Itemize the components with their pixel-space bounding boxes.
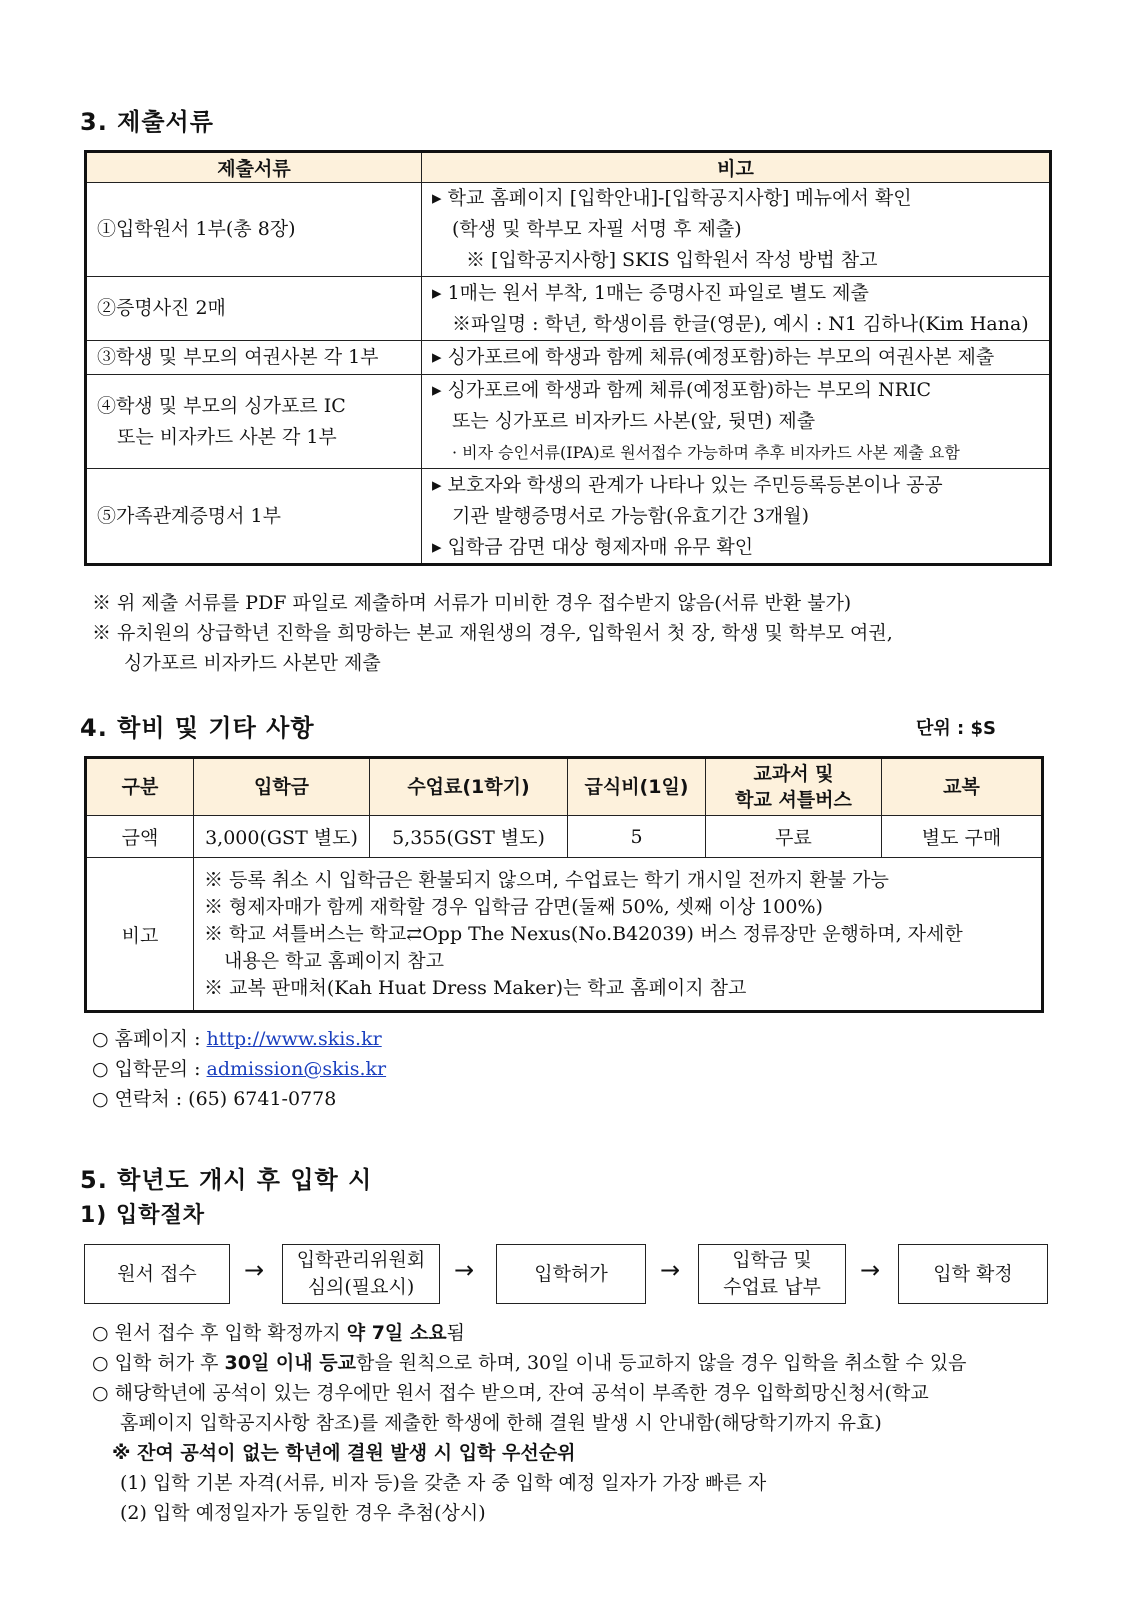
contact-phone: ○ 연락처 : (65) 6741-0778 [92,1088,337,1110]
header-meal: 급식비(1일) [568,758,706,816]
doc-cell: ⑤가족관계증명서 1부 [86,469,422,565]
info-attendance-rule: ○ 입학 허가 후 30일 이내 등교함을 원칙으로 하며, 30일 이내 등교하지 않을 경우 입학을 취소할 수 있음 [92,1352,967,1374]
doc-cell: ③학생 및 부모의 여권사본 각 1부 [86,341,422,375]
header-uniform: 교복 [882,758,1043,816]
header-admission-fee: 입학금 [194,758,370,816]
table-header-row [86,152,1051,183]
remarks-label: 비고 [86,858,194,1012]
remarks-cell: ▸ 학교 홈페이지 [입학안내]-[입학공지사항] 메뉴에서 확인 (학생 및 학부모 자필 서명 후 제출) ※ [입학공지사항] SKIS 입학원서 작성 방법 참고 [422,183,1051,277]
table-row [86,375,1051,469]
table-row [86,858,1043,1012]
arrow-icon: → [244,1256,265,1284]
info-vacancy-cont: 홈페이지 입학공지사항 참조)를 제출한 학생에 한해 결원 발생 시 안내함(해당학기까지 유효) [120,1412,882,1434]
amount-tuition: 5,355(GST 별도) [370,816,568,858]
priority-title: ※ 잔여 공석이 없는 학년에 결원 발생 시 입학 우선순위 [112,1442,576,1464]
remarks-cell: ▸ 싱가포르에 학생과 함께 체류(예정포함)하는 부모의 여권사본 제출 [422,341,1051,375]
priority-item-2: (2) 입학 예정일자가 동일한 경우 추첨(상시) [120,1502,486,1524]
homepage-link[interactable]: http://www.skis.kr [206,1028,382,1050]
remarks-cell: ※ 등록 취소 시 입학금은 환불되지 않으며, 수업료는 학기 개시일 전까지 환불 가능 ※ 형제자매가 함께 재학할 경우 입학금 감면(둘째 50%, 셋째 이상 100%) ※ 학교 셔틀버스는 학교⇄Opp The Nexus(No.B42039) 버스 정류장만 운행하며, 자세한 내용은 학교 홈페이지 참고 ※ 교복 판매처(Kah Huat Dress Maker)는 학교 홈페이지 참고 [194,858,1043,1012]
table-row [86,469,1051,565]
remarks-cell: ▸ 보호자와 학생의 관계가 나타나 있는 주민등록등본이나 공공 기관 발행증명서로 가능함(유효기간 3개월) ▸ 입학금 감면 대상 형제자매 유무 확인 [422,469,1051,565]
section4-heading: 4. 학비 및 기타 사항 [80,714,315,742]
step-application: 원서 접수 [84,1244,230,1304]
amount-admission: 3,000(GST 별도) [194,816,370,858]
amount-uniform: 별도 구매 [882,816,1043,858]
header-tuition: 수업료(1학기) [370,758,568,816]
info-processing-time: ○ 원서 접수 후 입학 확정까지 약 7일 소요됨 [92,1322,465,1344]
header-textbook-shuttle: 교과서 및 학교 셔틀버스 [706,758,882,816]
table-row [86,816,1043,858]
step-admission-approval: 입학허가 [496,1244,646,1304]
documents-table [84,150,1052,566]
table-row [86,341,1051,375]
remarks-cell: ▸ 싱가포르에 학생과 함께 체류(예정포함)하는 부모의 NRIC 또는 싱가포르 비자카드 사본(앞, 뒷면) 제출 · 비자 승인서류(IPA)로 원서접수 가능하며 추후 비자카드 사본 제출 요함 [422,375,1051,469]
note-kindergarten-cont: 싱가포르 비자카드 사본만 제출 [124,652,381,674]
arrow-icon: → [660,1256,681,1284]
doc-cell: ①입학원서 1부(총 8장) [86,183,422,277]
step-admission-confirmed: 입학 확정 [898,1244,1048,1304]
section3-heading: 3. 제출서류 [80,108,214,136]
doc-cell: ②증명사진 2매 [86,277,422,341]
amount-label: 금액 [86,816,194,858]
contact-inquiry: ○ 입학문의 : admission@skis.kr [92,1058,387,1080]
header-category: 구분 [86,758,194,816]
table-row [86,277,1051,341]
header-remarks: 비고 [422,152,1051,183]
step-fee-payment: 입학금 및 수업료 납부 [698,1244,846,1304]
email-link[interactable]: admission@skis.kr [206,1058,387,1080]
priority-item-1: (1) 입학 기본 자격(서류, 비자 등)을 갖춘 자 중 입학 예정 일자가 가장 빠른 자 [120,1472,767,1494]
arrow-icon: → [454,1256,475,1284]
note-pdf: ※ 위 제출 서류를 PDF 파일로 제출하며 서류가 미비한 경우 접수받지 않음(서류 반환 불가) [92,592,852,614]
section5-heading: 5. 학년도 개시 후 입학 시 [80,1166,373,1194]
info-vacancy: ○ 해당학년에 공석이 있는 경우에만 원서 접수 받으며, 잔여 공석이 부족한 경우 입학희망신청서(학교 [92,1382,929,1404]
fees-table [84,756,1044,1013]
table-header-row [86,758,1043,816]
table-row [86,183,1051,277]
procedure-subheading: 1) 입학절차 [80,1203,206,1228]
doc-cell: ④학생 및 부모의 싱가포르 IC 또는 비자카드 사본 각 1부 [86,375,422,469]
currency-unit: 단위 : $S [916,718,996,739]
note-kindergarten: ※ 유치원의 상급학년 진학을 희망하는 본교 재원생의 경우, 입학원서 첫 장, 학생 및 학부모 여권, [92,622,893,644]
contact-homepage: ○ 홈페이지 : http://www.skis.kr [92,1028,382,1050]
amount-meal: 5 [568,816,706,858]
remarks-cell: ▸ 1매는 원서 부착, 1매는 증명사진 파일로 별도 제출 ※파일명 : 학년, 학생이름 한글(영문), 예시 : N1 김하나(Kim Hana) [422,277,1051,341]
amount-textbook-shuttle: 무료 [706,816,882,858]
arrow-icon: → [860,1256,881,1284]
header-documents: 제출서류 [86,152,422,183]
step-committee-review: 입학관리위원회 심의(필요시) [282,1244,440,1304]
